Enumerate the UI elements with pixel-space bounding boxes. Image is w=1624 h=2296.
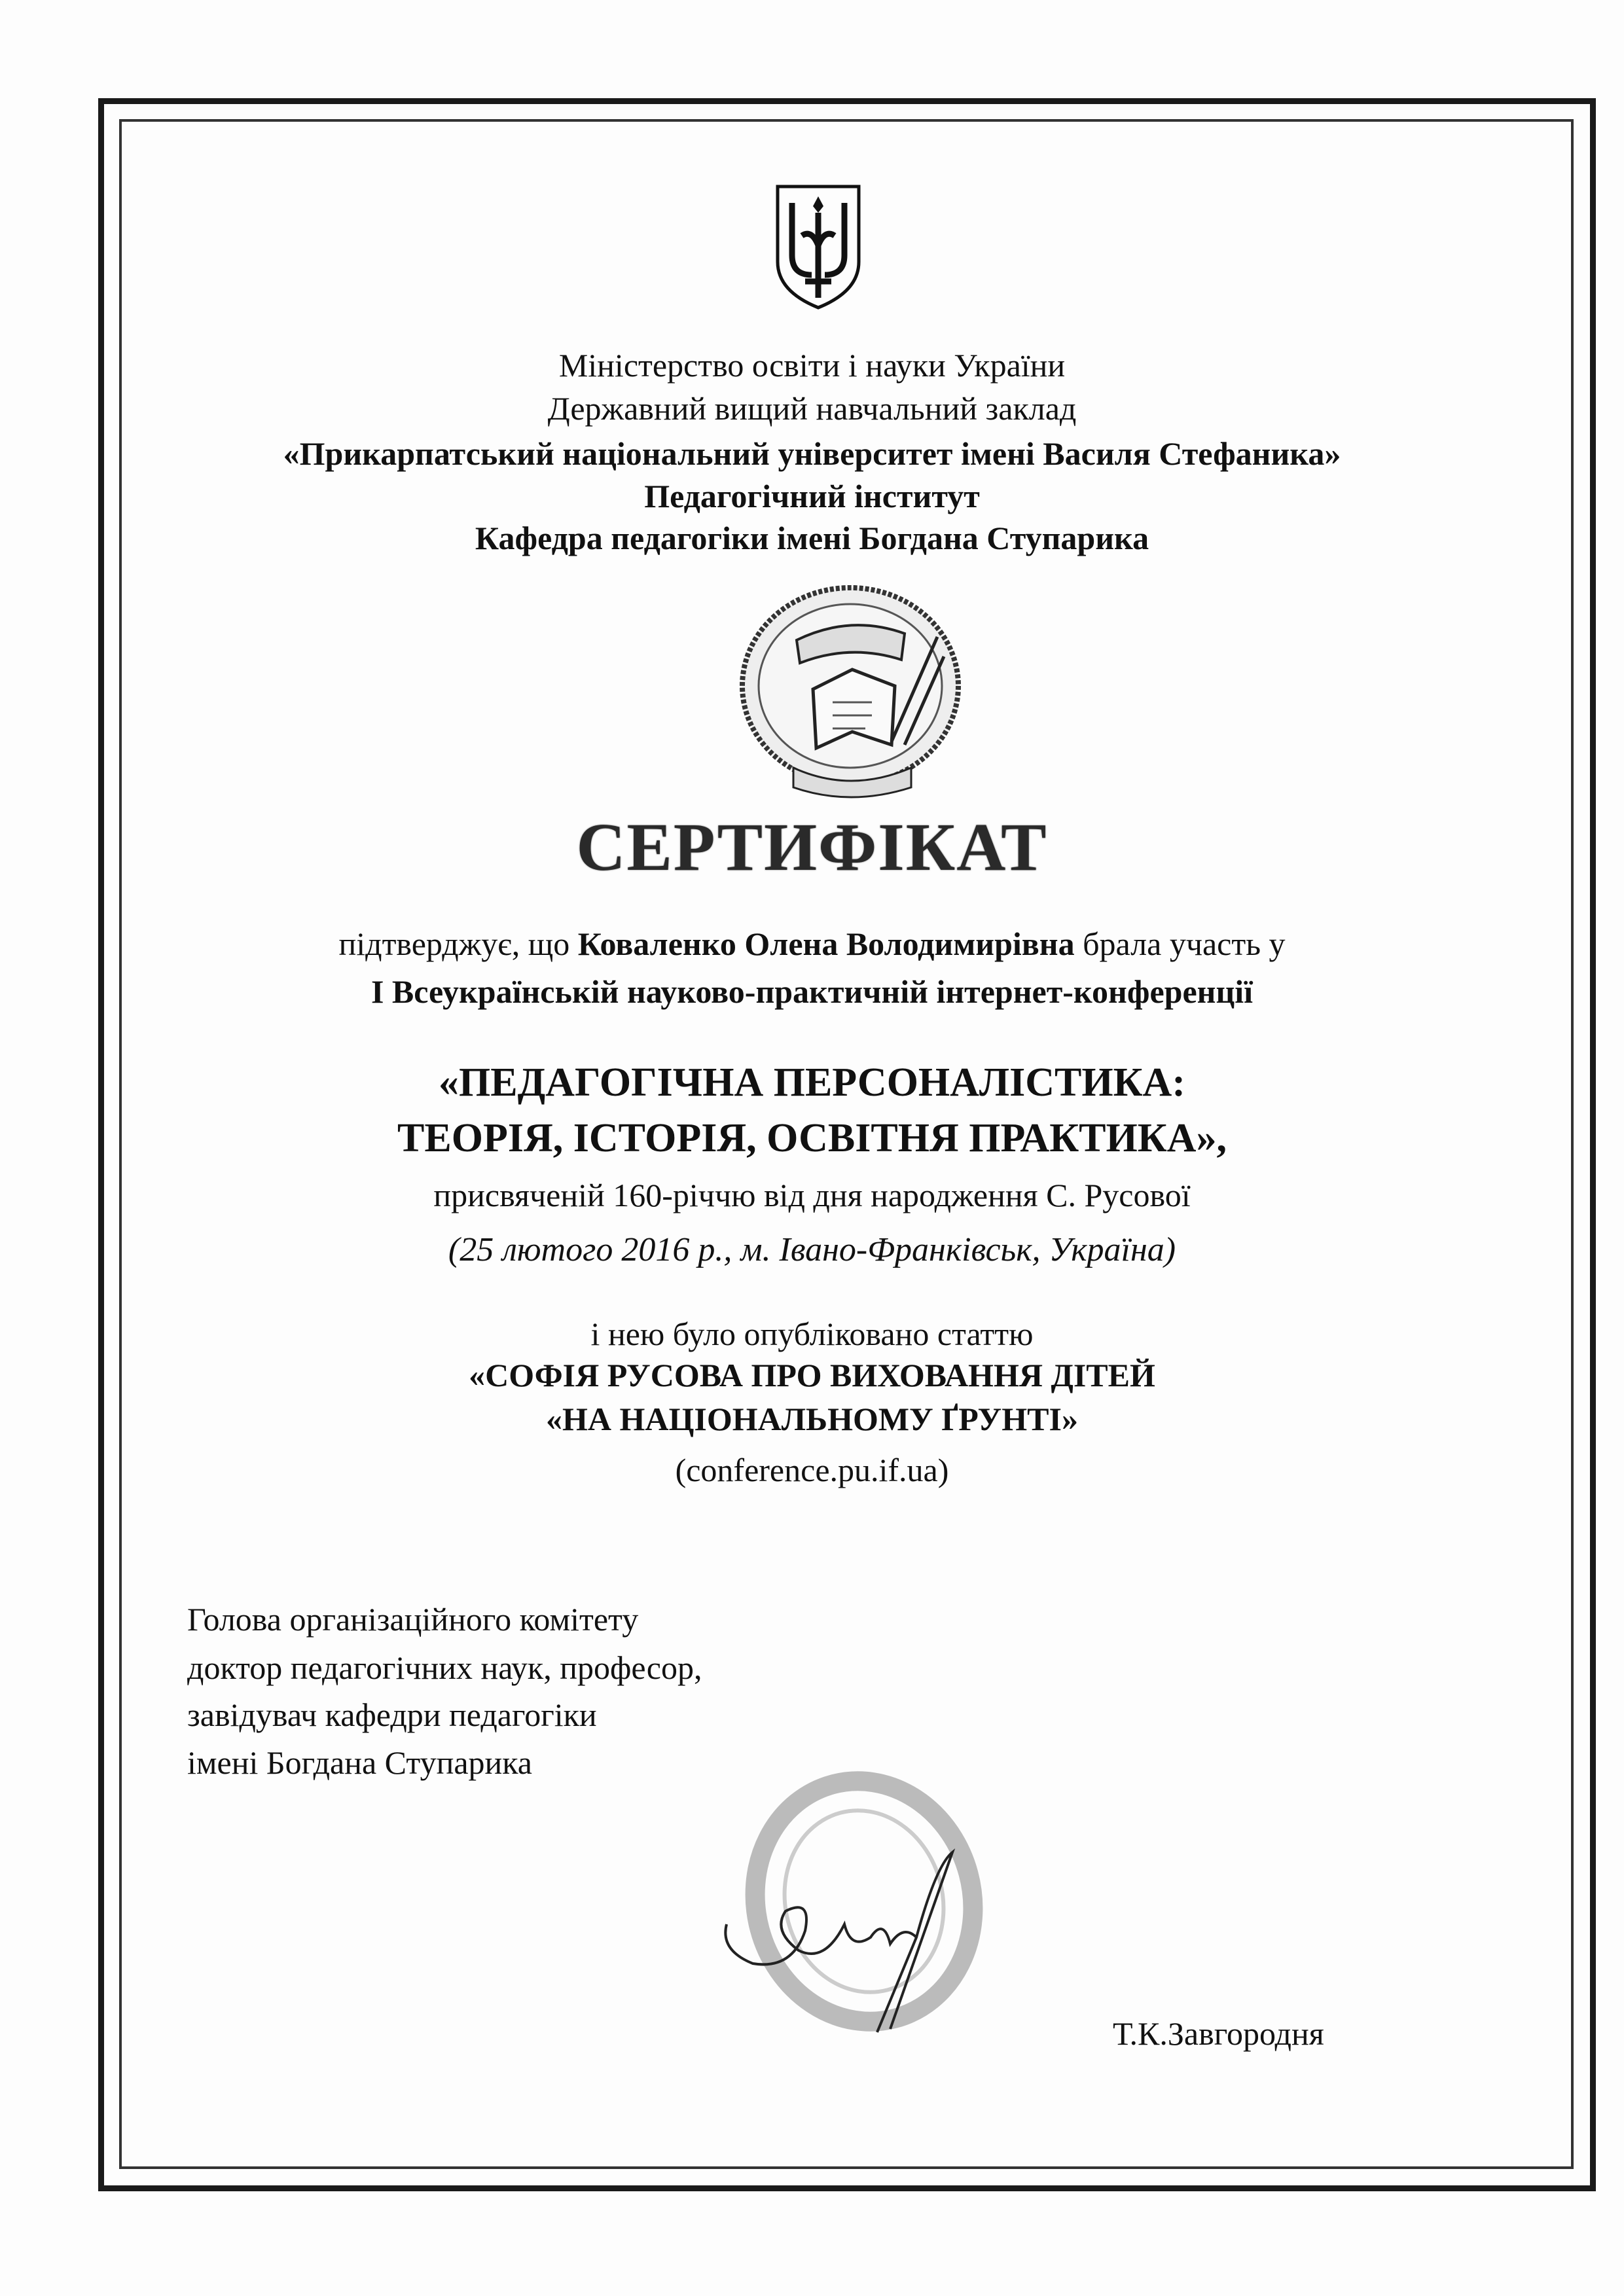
conference-title-line-1: «ПЕДАГОГІЧНА ПЕРСОНАЛІСТИКА: — [439, 1060, 1185, 1105]
date-place: (25 лютого 2016 р., м. Івано-Франківськ, Україна) — [448, 1231, 1176, 1268]
certificate-title: СЕРТИФІКАТ — [576, 810, 1048, 885]
conference-website: (conference.pu.if.ua) — [675, 1452, 949, 1488]
participant-name: Коваленко Олена Володимирівна — [577, 925, 1075, 962]
department-seal-logo — [734, 578, 967, 800]
confirmation-line — [0, 924, 1624, 963]
article-title-line-1: «СОФІЯ РУСОВА ПРО ВИХОВАННЯ ДІТЕЙ — [469, 1357, 1155, 1393]
signatory-role: Голова організаційного комітету — [187, 1601, 639, 1638]
signatory-department: імені Богдана Ступарика — [187, 1744, 533, 1781]
department-name: Кафедра педагогіки імені Богдана Ступарика — [475, 520, 1149, 556]
signatory-degree: доктор педагогічних наук, професор, — [187, 1649, 702, 1686]
institute-name: Педагогічний інститут — [644, 478, 980, 514]
ukraine-trident-icon — [772, 183, 864, 311]
signatory-position: завідувач кафедри педагогіки — [187, 1696, 597, 1733]
conference-type: І Всеукраїнській науково-практичній інтернет-конференції — [370, 973, 1254, 1010]
institution-type-line: Державний вищий навчальний заклад — [547, 390, 1077, 427]
confirm-suffix: брала участь у — [1074, 925, 1286, 962]
confirm-prefix: підтверджує, що — [338, 925, 578, 962]
university-name: «Прикарпатський національний університет імені Василя Стефаника» — [283, 435, 1341, 472]
signatory-name: Т.К.Завгородня — [1113, 2015, 1324, 2052]
conference-title-line-2: ТЕОРІЯ, ІСТОРІЯ, ОСВІТНЯ ПРАКТИКА», — [397, 1116, 1227, 1160]
article-title-line-2: «НА НАЦІОНАЛЬНОМУ ҐРУНТІ» — [546, 1401, 1078, 1437]
ministry-line: Міністерство освіти і науки України — [558, 347, 1066, 384]
published-text: і нею було опубліковано статтю — [590, 1316, 1034, 1352]
dedication: присвяченій 160-річчю від дня народження С. Русової — [433, 1177, 1191, 1213]
official-stamp — [694, 1767, 1100, 2055]
